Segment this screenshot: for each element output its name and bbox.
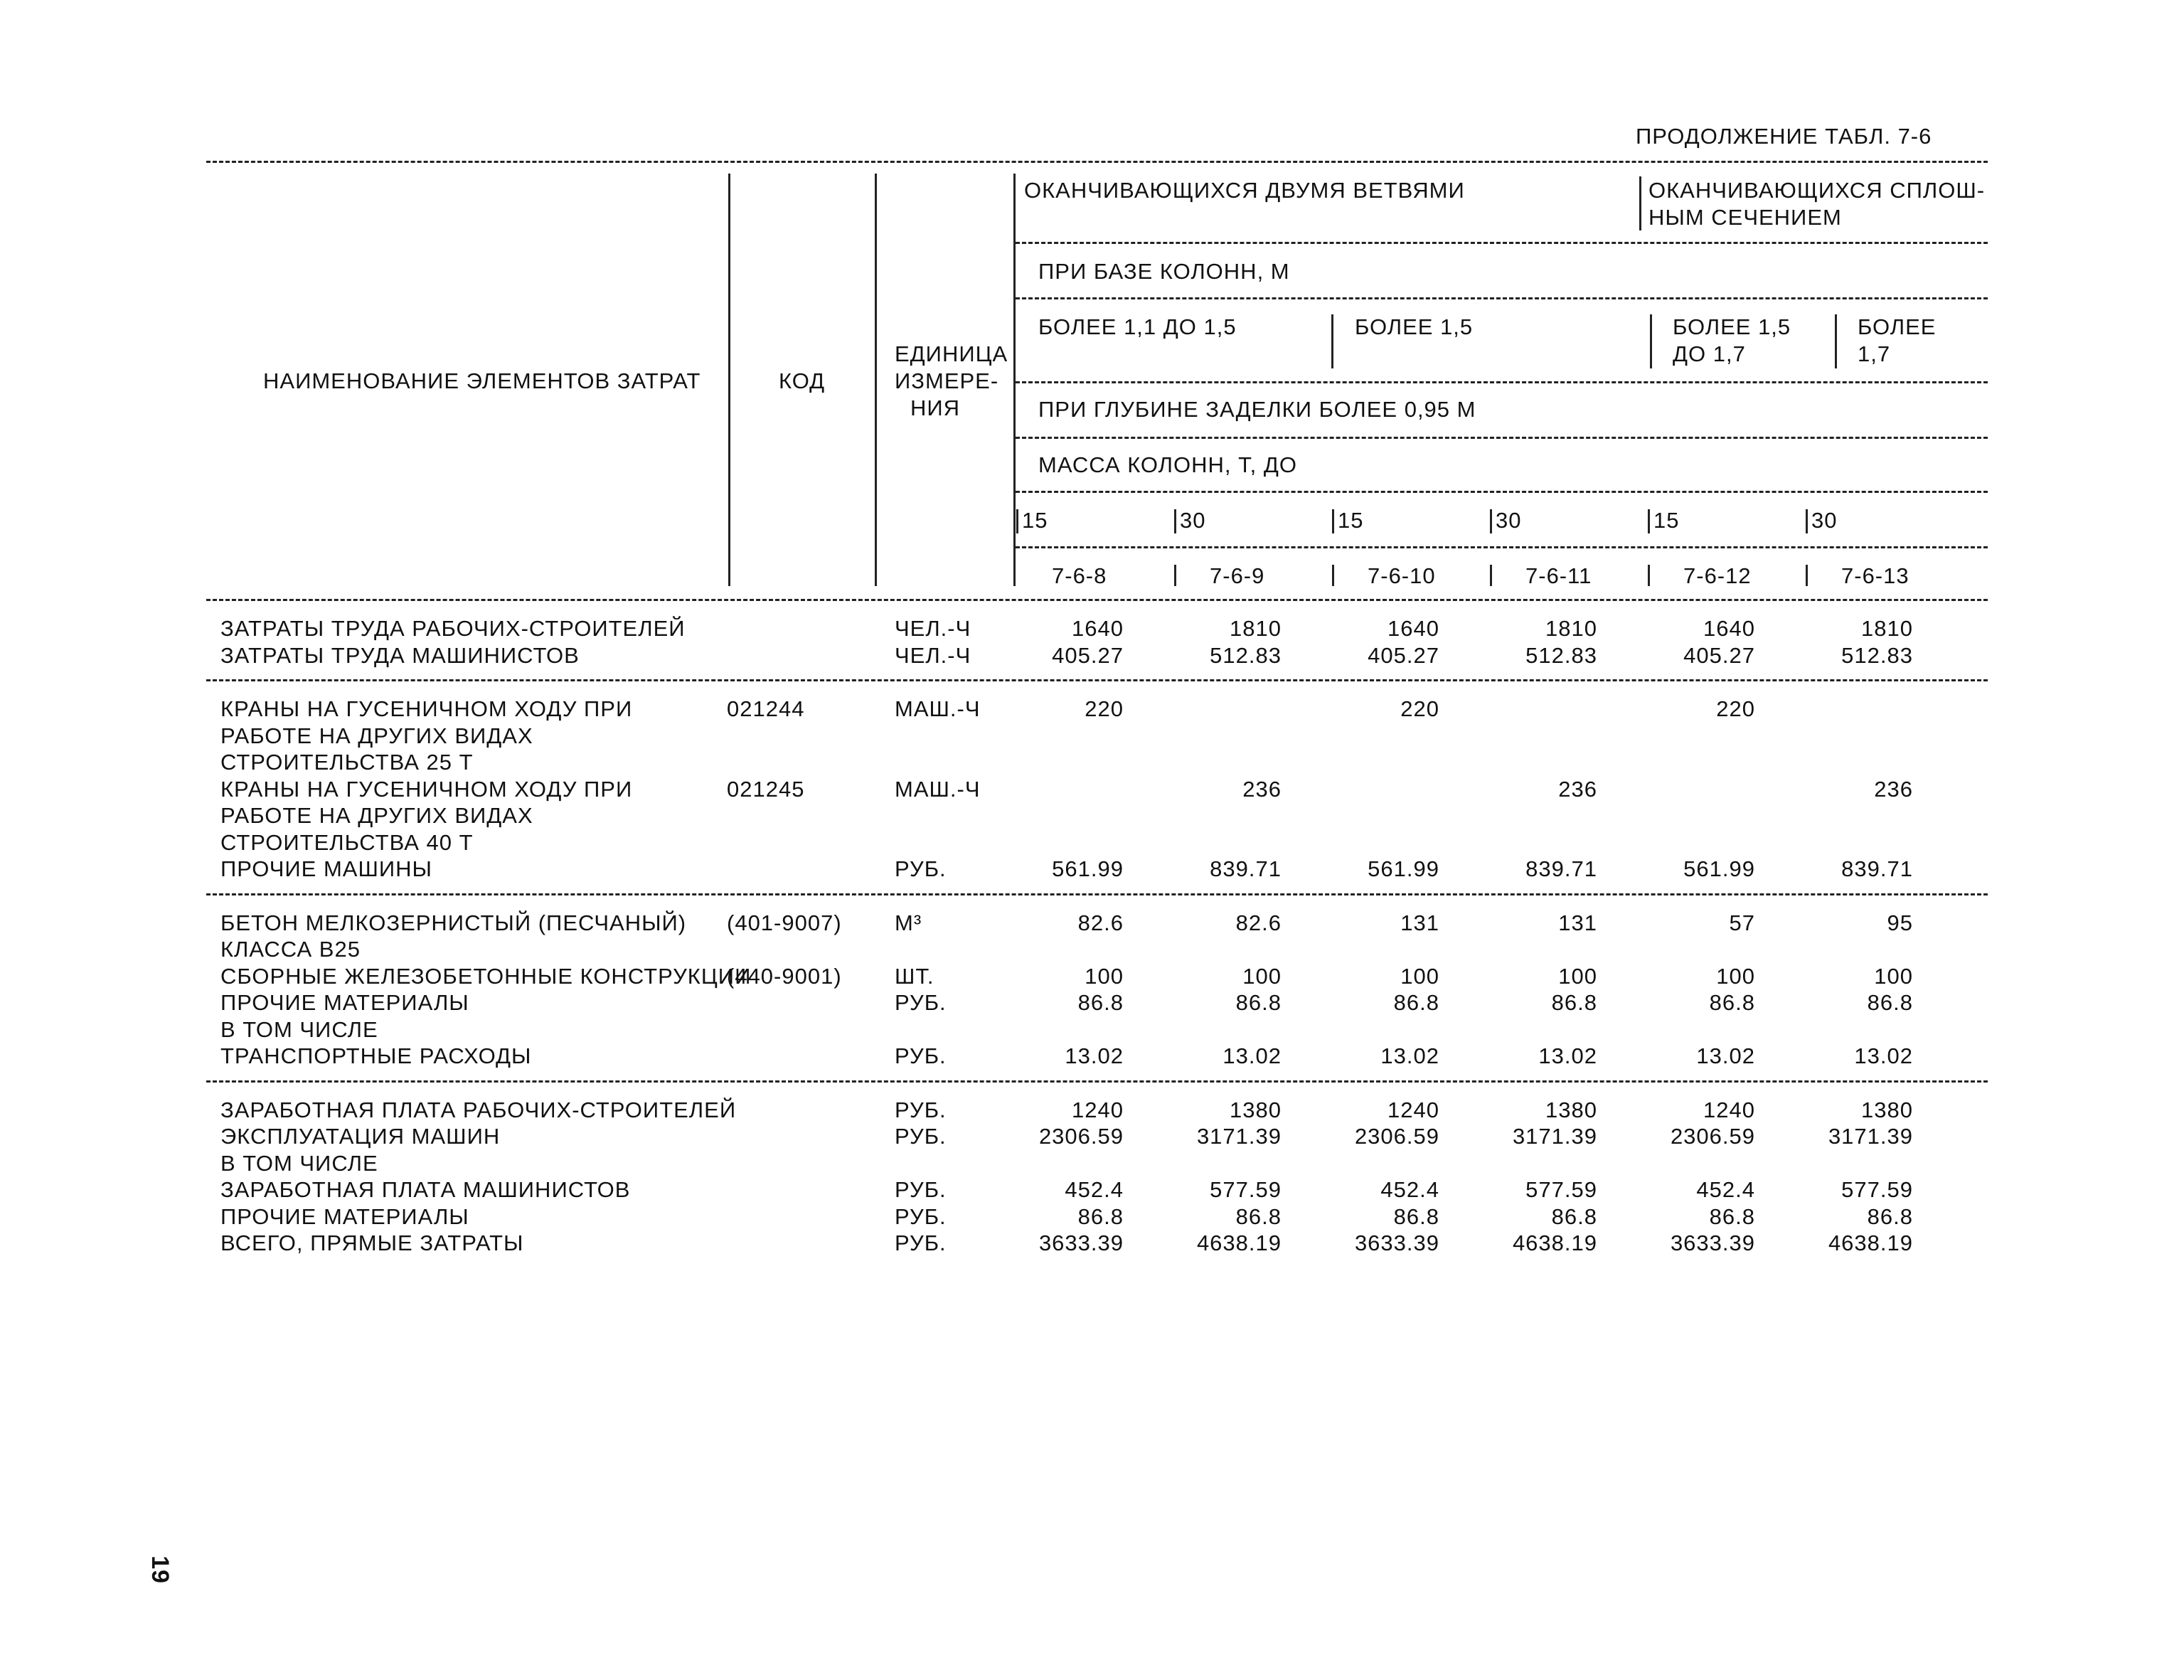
row-value: 86.8 (1709, 990, 1755, 1015)
row-name: СБОРНЫЕ ЖЕЛЕЗОБЕТОННЫЕ КОНСТРУКЦИИ (220, 963, 752, 989)
row-value: 839.71 (1525, 856, 1597, 881)
row-value: 1810 (1545, 616, 1597, 641)
code-separator (1174, 565, 1176, 586)
header-subrule-1 (1016, 242, 1988, 244)
row-name: ВСЕГО, ПРЯМЫЕ ЗАТРАТЫ (220, 1230, 524, 1255)
row-name: КЛАССА В25 (220, 937, 361, 962)
row-unit: РУБ. (895, 856, 947, 881)
row-value: 100 (1716, 963, 1755, 989)
row-value: 577.59 (1841, 1177, 1913, 1202)
row-value: 561.99 (1683, 856, 1755, 881)
row-value: 839.71 (1210, 856, 1282, 881)
row-unit: МАШ.-Ч (895, 776, 981, 802)
row-value: 86.8 (1867, 1203, 1913, 1229)
mass-separator (1490, 509, 1492, 533)
row-value: 1810 (1230, 616, 1282, 641)
row-value: 1380 (1545, 1097, 1597, 1122)
row-value: 1240 (1387, 1097, 1439, 1122)
section-rule (206, 1080, 1988, 1083)
header-code-column: КОД (779, 368, 826, 393)
row-value: 131 (1558, 910, 1597, 935)
header-code-value: 7-6-8 (1052, 563, 1107, 588)
row-name: ЗАТРАТЫ ТРУДА МАШИНИСТОВ (220, 642, 580, 668)
row-value: 13.02 (1380, 1043, 1439, 1068)
header-name-column: НАИМЕНОВАНИЕ ЭЛЕМЕНТОВ ЗАТРАТ (263, 368, 701, 393)
row-unit: РУБ. (895, 1230, 947, 1255)
row-unit: РУБ. (895, 1203, 947, 1229)
header-unit-line-2: ИЗМЕРЕ- (895, 368, 999, 393)
row-value: 220 (1085, 696, 1124, 721)
row-value: 13.02 (1222, 1043, 1282, 1068)
row-value: 512.83 (1525, 642, 1597, 668)
row-unit: РУБ. (895, 1177, 947, 1202)
row-value: 86.8 (1551, 1203, 1597, 1229)
row-value: 95 (1887, 910, 1913, 935)
mass-separator (1332, 509, 1334, 533)
header-group-two-branches: ОКАНЧИВАЮЩИХСЯ ДВУМЯ ВЕТВЯМИ (1024, 178, 1465, 203)
row-name: В ТОМ ЧИСЛЕ (220, 1150, 378, 1176)
header-mass-value: 15 (1338, 508, 1364, 533)
row-name: РАБОТЕ НА ДРУГИХ ВИДАХ (220, 803, 533, 828)
header-subrule-6 (1016, 546, 1988, 548)
row-value: 4638.19 (1828, 1230, 1913, 1255)
row-value: 131 (1400, 910, 1439, 935)
row-code: (401-9007) (727, 910, 842, 935)
row-value: 4638.19 (1196, 1230, 1282, 1255)
code-separator (1806, 565, 1808, 586)
header-code-value: 7-6-13 (1841, 563, 1909, 588)
header-mass-value: 30 (1496, 508, 1522, 533)
row-value: 100 (1242, 963, 1282, 989)
header-code-value: 7-6-12 (1683, 563, 1752, 588)
row-value: 86.8 (1709, 1203, 1755, 1229)
row-value: 1240 (1703, 1097, 1755, 1122)
row-name: СТРОИТЕЛЬСТВА 25 Т (220, 750, 474, 775)
header-unit-line-1: ЕДИНИЦА (895, 341, 1008, 366)
row-value: 82.6 (1077, 910, 1124, 935)
header-range-separator-2 (1650, 314, 1652, 368)
header-range-separator-1 (1331, 314, 1333, 368)
row-value: 3633.39 (1354, 1230, 1439, 1255)
row-value: 3633.39 (1038, 1230, 1124, 1255)
row-value: 561.99 (1052, 856, 1124, 881)
row-value: 13.02 (1538, 1043, 1597, 1068)
row-value: 839.71 (1841, 856, 1913, 881)
table-top-rule (206, 161, 1988, 163)
header-subrule-2 (1016, 297, 1988, 299)
header-mass-value: 15 (1653, 508, 1680, 533)
row-name: ПРОЧИЕ МАТЕРИАЛЫ (220, 1203, 469, 1229)
row-value: 13.02 (1696, 1043, 1755, 1068)
row-value: 100 (1558, 963, 1597, 989)
row-name: ЗАРАБОТНАЯ ПЛАТА МАШИНИСТОВ (220, 1177, 631, 1202)
row-value: 220 (1400, 696, 1439, 721)
header-unit-line-3: НИЯ (910, 395, 961, 420)
row-code: (440-9001) (727, 963, 842, 989)
header-bottom-rule (206, 599, 1988, 601)
row-value: 86.8 (1393, 990, 1439, 1015)
row-value: 220 (1716, 696, 1755, 721)
header-range-3-line-1: БОЛЕЕ 1,5 (1673, 314, 1791, 339)
row-value: 100 (1874, 963, 1913, 989)
row-code: 021244 (727, 696, 805, 721)
row-value: 2306.59 (1038, 1124, 1124, 1149)
row-value: 1810 (1861, 616, 1913, 641)
mass-separator (1648, 509, 1650, 533)
row-value: 512.83 (1210, 642, 1282, 668)
row-value: 405.27 (1052, 642, 1124, 668)
row-value: 577.59 (1210, 1177, 1282, 1202)
header-code-value: 7-6-11 (1525, 563, 1592, 588)
header-separator-values (1013, 174, 1016, 586)
header-separator-unit (875, 174, 877, 586)
header-mass-value: 30 (1811, 508, 1838, 533)
row-value: 1380 (1861, 1097, 1913, 1122)
row-value: 13.02 (1854, 1043, 1913, 1068)
row-code: 021245 (727, 776, 805, 802)
row-unit: ЧЕЛ.-Ч (895, 616, 971, 641)
header-depth: ПРИ ГЛУБИНЕ ЗАДЕЛКИ БОЛЕЕ 0,95 М (1038, 397, 1476, 422)
header-mass-value: 30 (1180, 508, 1206, 533)
row-value: 2306.59 (1354, 1124, 1439, 1149)
row-unit: ЧЕЛ.-Ч (895, 642, 971, 668)
row-value: 3171.39 (1828, 1124, 1913, 1149)
row-name: ЗАРАБОТНАЯ ПЛАТА РАБОЧИХ-СТРОИТЕЛЕЙ (220, 1097, 737, 1122)
row-unit: ШТ. (895, 963, 934, 989)
section-rule (206, 679, 1988, 681)
row-name: ТРАНСПОРТНЫЕ РАСХОДЫ (220, 1043, 532, 1068)
header-code-value: 7-6-9 (1210, 563, 1265, 588)
header-range-3-line-2: ДО 1,7 (1673, 341, 1746, 366)
header-mass: МАССА КОЛОНН, Т, ДО (1038, 452, 1297, 477)
row-value: 86.8 (1867, 990, 1913, 1015)
row-name: ЗАТРАТЫ ТРУДА РАБОЧИХ-СТРОИТЕЛЕЙ (220, 616, 686, 641)
header-range-separator-3 (1835, 314, 1837, 368)
row-value: 561.99 (1368, 856, 1439, 881)
row-value: 405.27 (1368, 642, 1439, 668)
row-value: 86.8 (1551, 990, 1597, 1015)
row-unit: РУБ. (895, 990, 947, 1015)
header-subrule-4 (1016, 437, 1988, 439)
row-value: 57 (1729, 910, 1755, 935)
row-value: 3171.39 (1196, 1124, 1282, 1149)
mass-separator (1016, 509, 1018, 533)
row-name: РАБОТЕ НА ДРУГИХ ВИДАХ (220, 723, 533, 748)
row-name: ПРОЧИЕ МАШИНЫ (220, 856, 432, 881)
row-name: КРАНЫ НА ГУСЕНИЧНОМ ХОДУ ПРИ (220, 696, 633, 721)
row-value: 236 (1874, 776, 1913, 802)
header-group-solid-line-2: НЫМ СЕЧЕНИЕМ (1648, 205, 1842, 230)
header-range-4-line-1: БОЛЕЕ (1858, 314, 1937, 339)
row-value: 86.8 (1235, 1203, 1282, 1229)
header-subrule-5 (1016, 491, 1988, 493)
row-value: 236 (1558, 776, 1597, 802)
header-group-solid-line-1: ОКАНЧИВАЮЩИХСЯ СПЛОШ- (1648, 178, 1986, 203)
row-name: СТРОИТЕЛЬСТВА 40 Т (220, 829, 474, 855)
header-range-4-line-2: 1,7 (1858, 341, 1891, 366)
row-value: 82.6 (1235, 910, 1282, 935)
row-value: 1640 (1703, 616, 1755, 641)
code-separator (1490, 565, 1492, 586)
row-value: 3633.39 (1670, 1230, 1755, 1255)
header-base: ПРИ БАЗЕ КОЛОНН, М (1038, 259, 1290, 284)
mass-separator (1806, 509, 1808, 533)
row-value: 1380 (1230, 1097, 1282, 1122)
row-name: ЭКСПЛУАТАЦИЯ МАШИН (220, 1124, 501, 1149)
row-value: 13.02 (1065, 1043, 1124, 1068)
row-value: 452.4 (1065, 1177, 1124, 1202)
row-value: 2306.59 (1670, 1124, 1755, 1149)
row-value: 86.8 (1077, 990, 1124, 1015)
header-group-separator (1639, 176, 1641, 230)
row-unit: М³ (895, 910, 922, 935)
row-value: 577.59 (1525, 1177, 1597, 1202)
row-unit: РУБ. (895, 1097, 947, 1122)
row-name: В ТОМ ЧИСЛЕ (220, 1016, 378, 1042)
table-caption: ПРОДОЛЖЕНИЕ ТАБЛ. 7-6 (1636, 124, 1932, 149)
row-value: 452.4 (1696, 1177, 1755, 1202)
row-name: ПРОЧИЕ МАТЕРИАЛЫ (220, 990, 469, 1015)
row-value: 1640 (1072, 616, 1124, 641)
row-value: 1240 (1072, 1097, 1124, 1122)
header-mass-value: 15 (1022, 508, 1048, 533)
mass-separator (1174, 509, 1176, 533)
row-value: 512.83 (1841, 642, 1913, 668)
row-unit: РУБ. (895, 1124, 947, 1149)
code-separator (1332, 565, 1334, 586)
row-value: 452.4 (1380, 1177, 1439, 1202)
section-rule (206, 893, 1988, 895)
row-value: 1640 (1387, 616, 1439, 641)
row-unit: МАШ.-Ч (895, 696, 981, 721)
row-value: 100 (1400, 963, 1439, 989)
row-value: 86.8 (1235, 990, 1282, 1015)
row-value: 100 (1085, 963, 1124, 989)
row-value: 86.8 (1393, 1203, 1439, 1229)
page-number: 19 (146, 1556, 174, 1584)
row-value: 86.8 (1077, 1203, 1124, 1229)
row-name: КРАНЫ НА ГУСЕНИЧНОМ ХОДУ ПРИ (220, 776, 633, 802)
row-value: 236 (1242, 776, 1282, 802)
header-range-2: БОЛЕЕ 1,5 (1355, 314, 1474, 339)
header-separator-code (728, 174, 730, 586)
header-code-value: 7-6-10 (1368, 563, 1436, 588)
header-subrule-3 (1016, 381, 1988, 383)
row-value: 405.27 (1683, 642, 1755, 668)
header-range-1: БОЛЕЕ 1,1 ДО 1,5 (1038, 314, 1237, 339)
row-value: 4638.19 (1512, 1230, 1597, 1255)
row-unit: РУБ. (895, 1043, 947, 1068)
row-value: 3171.39 (1512, 1124, 1597, 1149)
code-separator (1648, 565, 1650, 586)
row-name: БЕТОН МЕЛКОЗЕРНИСТЫЙ (ПЕСЧАНЫЙ) (220, 910, 687, 935)
